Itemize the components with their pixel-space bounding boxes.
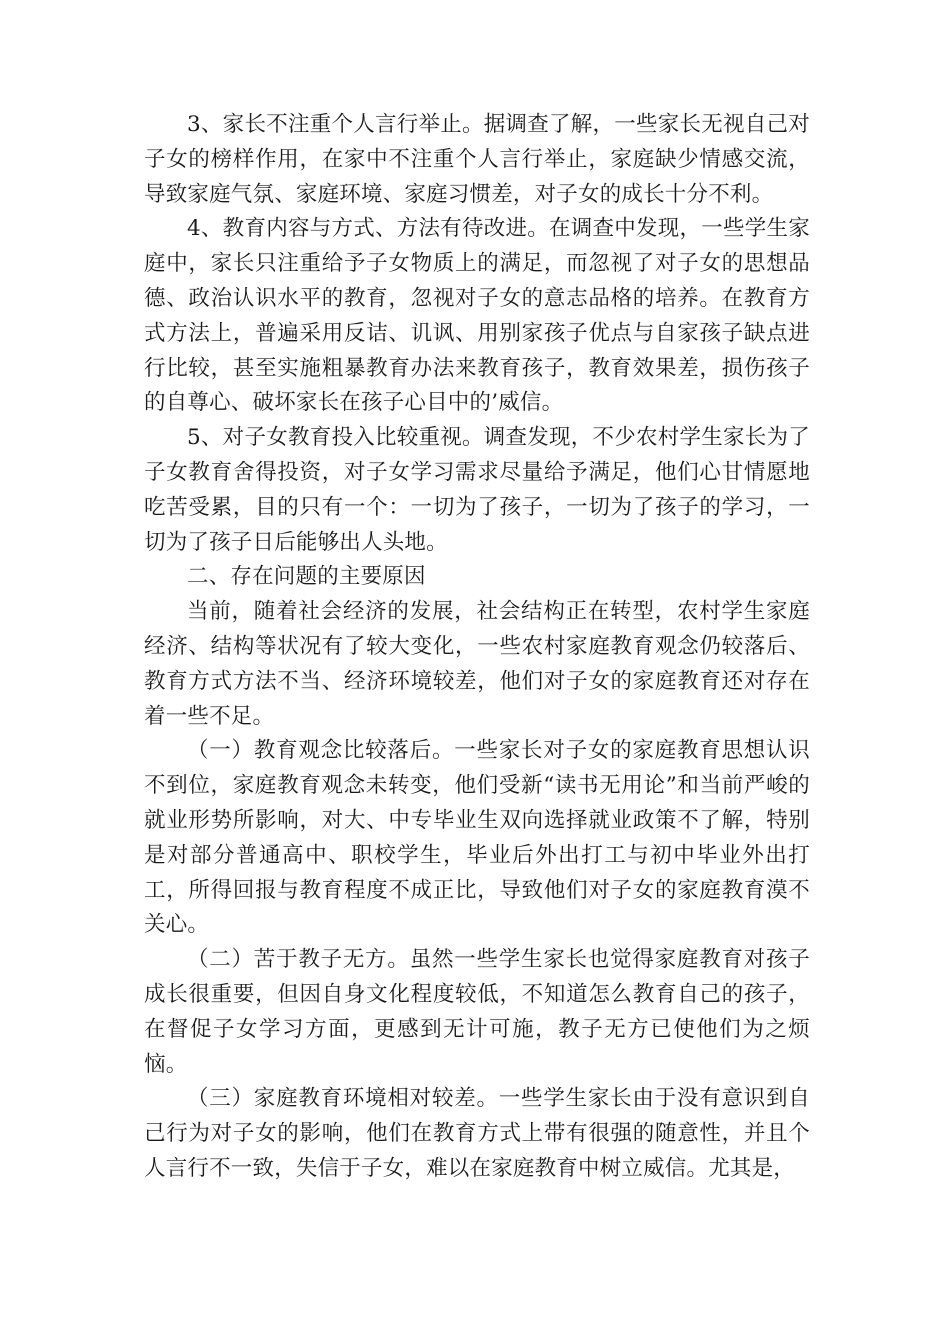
paragraph-cause-2: （二）苦于教子无方。虽然一些学生家长也觉得家庭教育对孩子成长很重要，但因自身文化程度较低，不知道怎么教育自己的孩子，在督促子女学习方面，更感到无计可施，教子无方已使他们为之烦恼。 xyxy=(144,947,810,1077)
paragraph-item-4: 4、教育内容与方式、方法有待改进。在调查中发现，一些学生家庭中，家长只注重给予子女物质上的满足，而忽视了对子女的思想品德、政治认识水平的教育，忽视对子女的意志品格的培养。在教育方式方法上，普遍采用反诘、讥讽、用别家孩子优点与自家孩子缺点进行比较，甚至实施粗暴教育办法来教育孩子，教育效果差，损伤孩子的自尊心、破坏家长在孩子心目中的’威信。 xyxy=(144,216,810,416)
document-body xyxy=(144,108,810,1187)
paragraph-cause-3: （三）家庭教育环境相对较差。一些学生家长由于没有意识到自己行为对子女的影响，他们在教育方式上带有很强的随意性，并且个人言行不一致，失信于子女，难以在家庭教育中树立威信。尤其是， xyxy=(144,1086,810,1181)
paragraph-item-3: 3、家长不注重个人言行举止。据调查了解，一些家长无视自己对子女的榜样作用，在家中不注重个人言行举止，家庭缺少情感交流，导致家庭气氛、家庭环境、家庭习惯差，对子女的成长十分不利。 xyxy=(144,112,810,207)
paragraph-cause-1: （一）教育观念比较落后。一些家长对子女的家庭教育思想认识不到位，家庭教育观念未转变，他们受新“读书无用论”和当前严峻的就业形势所影响，对大、中专毕业生双向选择就业政策不了解，特别是对部分普通高中、职校学生，毕业后外出打工与初中毕业外出打工，所得回报与教育程度不成正比，导致他们对子女的家庭教育漠不关心。 xyxy=(144,738,810,938)
paragraph-item-5: 5、对子女教育投入比较重视。调查发现，不少农村学生家长为了子女教育舍得投资，对子女学习需求尽量给予满足，他们心甘情愿地吃苦受累，目的只有一个：一切为了孩子，一切为了孩子的学习，一切为了孩子日后能够出人头地。 xyxy=(144,425,810,555)
section-heading-causes: 二、存在问题的主要原因 xyxy=(187,564,426,590)
paragraph-intro: 当前，随着社会经济的发展，社会结构正在转型，农村学生家庭经济、结构等状况有了较大变化，一些农村家庭教育观念仍较落后、教育方式方法不当、经济环境较差，他们对子女的家庭教育还对存在着一些不足。 xyxy=(144,599,810,729)
